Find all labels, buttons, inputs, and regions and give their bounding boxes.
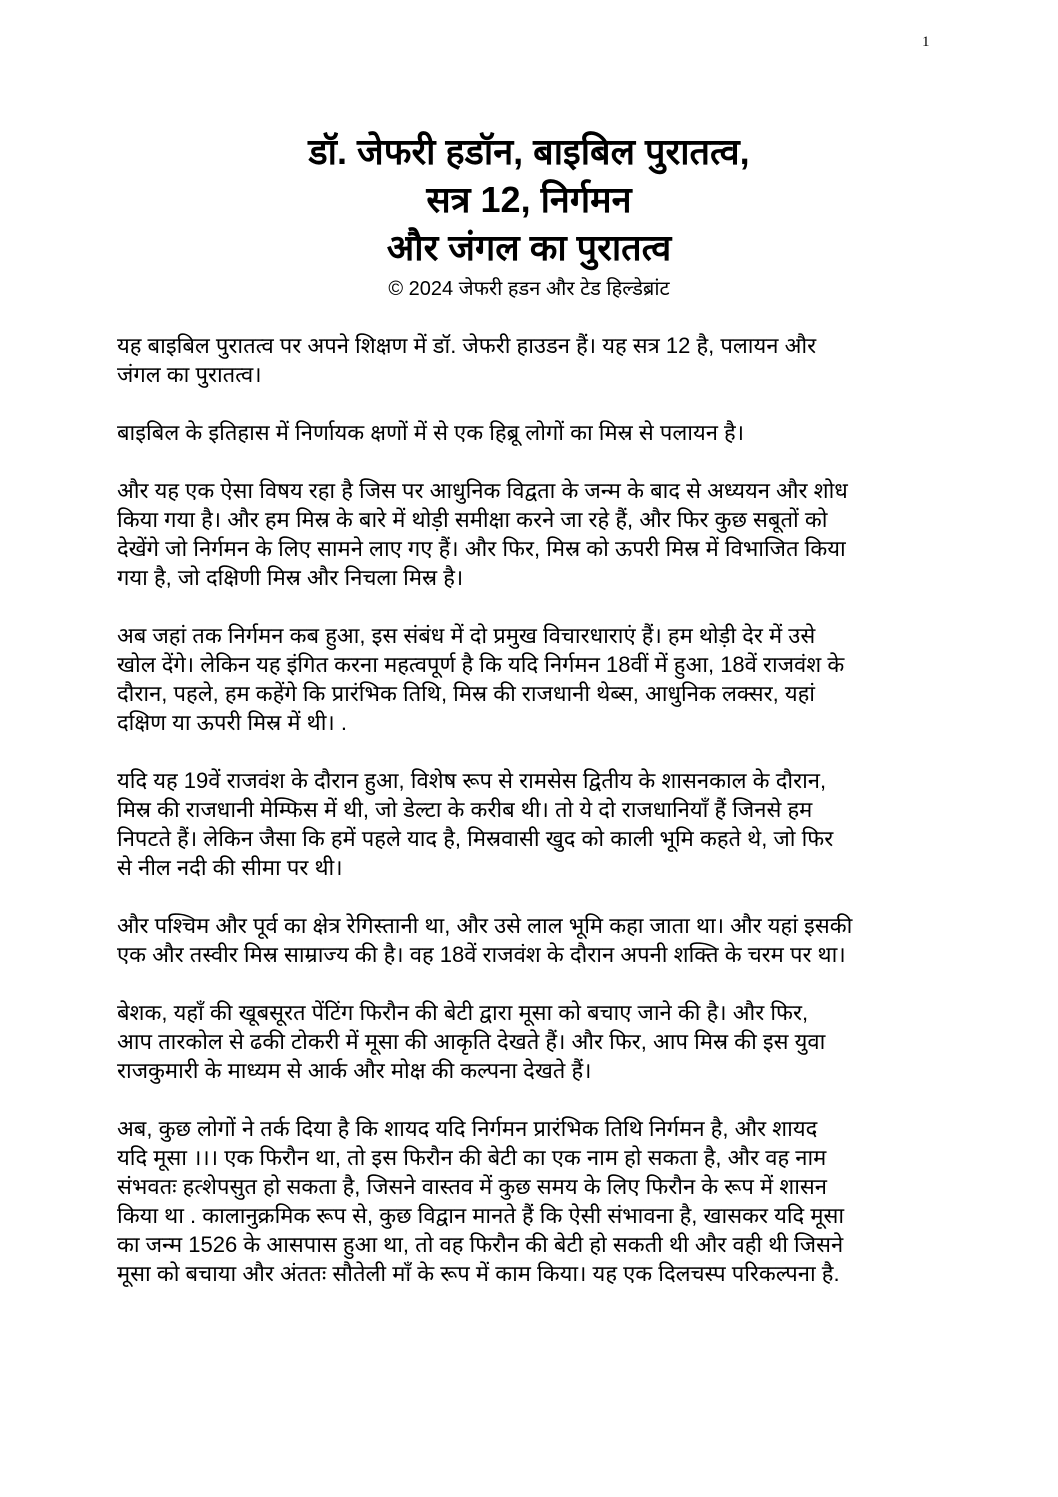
page-number: 1 — [922, 34, 930, 50]
paragraph-line: बाइबिल के इतिहास में निर्णायक क्षणों में से एक हिब्रू लोगों का मिस्र से पलायन है। — [117, 420, 745, 445]
title-line: डॉ. जेफरी हडॉन, बाइबिल पुरातत्व, — [308, 131, 750, 172]
paragraph-line: किया था . कालानुक्रमिक रूप से, कुछ विद्वान मानते हैं कि ऐसी संभावना है, खासकर यदि मूसा — [117, 1203, 845, 1228]
title-line: और जंगल का पुरातत्व — [386, 227, 672, 268]
paragraph-line: से नील नदी की सीमा पर थी। — [117, 855, 343, 880]
paragraph — [117, 1114, 947, 1288]
paragraph-line: संभवतः हत्शेपसुत हो सकता है, जिसने वास्तव में कुछ समय के लिए फिरौन के रूप में शासन — [117, 1174, 828, 1199]
paragraph-line: दक्षिण या ऊपरी मिस्र में थी। . — [117, 710, 347, 735]
paragraph-line: राजकुमारी के माध्यम से आर्क और मोक्ष की कल्पना देखते हैं। — [117, 1058, 592, 1083]
paragraph-line: यदि यह 19वें राजवंश के दौरान हुआ, विशेष रूप से रामसेस द्वितीय के शासनकाल के दौरान, — [117, 768, 827, 793]
paragraph-line: गया है, जो दक्षिणी मिस्र और निचला मिस्र है। — [117, 565, 464, 590]
copyright-notice: © 2024 जेफरी हडन और टेड हिल्डेब्रांट — [388, 278, 670, 300]
paragraph-line: बेशक, यहाँ की खूबसूरत पेंटिंग फिरौन की बेटी द्वारा मूसा को बचाए जाने की है। और फिर, — [117, 1000, 809, 1025]
title-line: सत्र 12, निर्गमन — [426, 179, 632, 220]
paragraph-line: दौरान, पहले, हम कहेंगे कि प्रारंभिक तिथि, मिस्र की राजधानी थेब्स, आधुनिक लक्सर, यहां — [117, 681, 815, 706]
paragraph-line: यह बाइबिल पुरातत्व पर अपने शिक्षण में डॉ. जेफरी हाउडन हैं। यह सत्र 12 है, पलायन और — [117, 333, 817, 358]
paragraph-line: और पश्चिम और पूर्व का क्षेत्र रेगिस्तानी था, और उसे लाल भूमि कहा जाता था। और यहां इसकी — [117, 913, 853, 938]
paragraph — [117, 418, 947, 447]
paragraph — [117, 766, 947, 882]
paragraph-line: निपटते हैं। लेकिन जैसा कि हमें पहले याद है, मिस्रवासी खुद को काली भूमि कहते थे, जो फिर — [117, 826, 834, 851]
paragraph — [117, 911, 947, 969]
paragraph-line: और यह एक ऐसा विषय रहा है जिस पर आधुनिक विद्वता के जन्म के बाद से अध्ययन और शोध — [117, 478, 848, 503]
paragraph — [117, 998, 947, 1085]
paragraph-line: आप तारकोल से ढकी टोकरी में मूसा की आकृति देखते हैं। और फिर, आप मिस्र की इस युवा — [117, 1029, 826, 1054]
paragraph-line: खोल देंगे। लेकिन यह इंगित करना महत्वपूर्ण है कि यदि निर्गमन 18वीं में हुआ, 18वें राजवंश के — [117, 652, 845, 677]
paragraph-line: जंगल का पुरातत्व। — [117, 362, 262, 387]
paragraph-line: किया गया है। और हम मिस्र के बारे में थोड़ी समीक्षा करने जा रहे हैं, और फिर कुछ सबूतों को — [117, 507, 828, 532]
paragraph-line: अब जहां तक निर्गमन कब हुआ, इस संबंध में दो प्रमुख विचारधाराएं हैं। हम थोड़ी देर में उसे — [117, 623, 816, 648]
paragraph-line: देखेंगे जो निर्गमन के लिए सामने लाए गए हैं। और फिर, मिस्र को ऊपरी मिस्र में विभाजित किया — [117, 536, 846, 561]
paragraph-line: मिस्र की राजधानी मेम्फिस में थी, जो डेल्टा के करीब थी। तो ये दो राजधानियाँ हैं जिनसे हम — [117, 797, 813, 822]
paragraph-line: का जन्म 1526 के आसपास हुआ था, तो वह फिरौन की बेटी हो सकती थी और वही थी जिसने — [117, 1232, 844, 1257]
document-header — [0, 128, 1058, 304]
paragraph-line: अब, कुछ लोगों ने तर्क दिया है कि शायद यदि निर्गमन प्रारंभिक तिथि निर्गमन है, और शायद — [117, 1116, 818, 1141]
paragraph-line: एक और तस्वीर मिस्र साम्राज्य की है। वह 18वें राजवंश के दौरान अपनी शक्ति के चरम पर था। — [117, 942, 846, 967]
document-body — [117, 331, 947, 1317]
paragraph-line: यदि मूसा ।।। एक फिरौन था, तो इस फिरौन की बेटी का एक नाम हो सकता है, और वह नाम — [117, 1145, 827, 1170]
paragraph — [117, 621, 947, 737]
paragraph-line: मूसा को बचाया और अंततः सौतेली माँ के रूप में काम किया। यह एक दिलचस्प परिकल्पना है. — [117, 1261, 840, 1286]
paragraph — [117, 331, 947, 389]
paragraph — [117, 476, 947, 592]
